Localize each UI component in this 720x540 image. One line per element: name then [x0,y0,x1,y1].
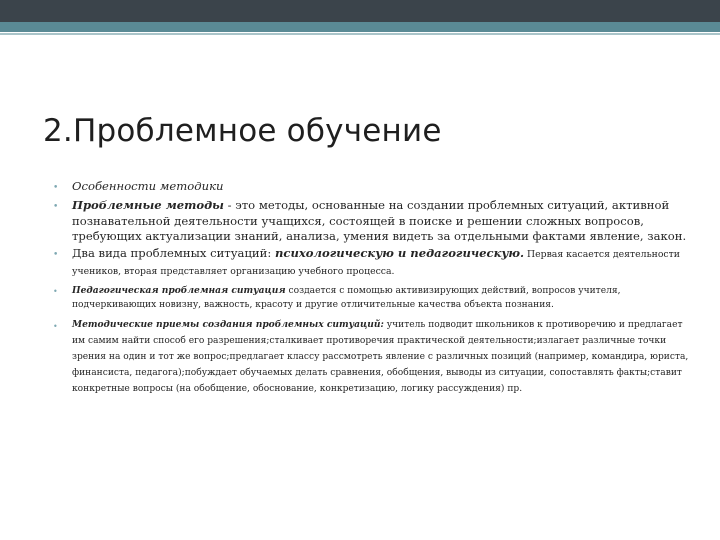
item-lead: психологическую и педагогическую. [274,246,525,261]
list-item [50,178,690,195]
item-text-tail: Первая касается деятельности учеников, вторая представляет организацию учебного процесса. [72,249,680,277]
bullet-icon: • [53,250,59,261]
bullet-list [50,178,690,397]
bullet-icon: • [53,183,59,193]
item-text: создается с помощью активизирующих действий, вопросов учителя, подчеркивающих новизну, важность, красоту и другие отличительные качества объекта познания. [72,285,621,310]
item-lead: Педагогическая проблемная ситуация [72,284,286,296]
item-text: Два вида проблемных ситуаций: [72,246,275,261]
item-text: - это методы, основанные на создании проблемных ситуаций, активной познавательной деятельности учащихся, состоящей в поиске и решении сложных вопросов, требующих актуализации знаний, анализа, умения видеть за отдельными фактами явление, закон. [72,198,687,244]
top-teal-band [0,22,720,32]
item-lead: Методические приемы создания проблемных ситуаций: [72,318,384,330]
list-item [50,198,690,245]
item-lead: Проблемные методы [72,198,224,212]
top-dark-bar [0,0,720,22]
list-item [50,284,690,312]
item-text: Особенности методики [72,179,224,193]
bullet-icon: • [53,202,59,212]
slide-title: 2.Проблемное обучение [43,113,442,149]
item-text: учитель подводит школьников к противоречию и предлагает им самим найти способ его разрешения;сталкивает противоречия практической деятельности;излагает различные точки зрения на один и тот же вопрос;предлагает классу рассмотреть явление с различных позиций (например, командира, юриста, финансиста, педагога);побуждает обучаемых делать сравнения, обобщения, выводы из ситуации, сопоставлять факты;ставит конкретные вопросы (на обобщение, обоснование, конкретизацию, логику рассуждения) пр. [72,319,689,394]
bullet-icon: • [53,286,58,296]
list-item [50,246,690,279]
top-divider-line [0,33,720,35]
bullet-icon: • [53,321,58,331]
list-item [50,317,690,397]
